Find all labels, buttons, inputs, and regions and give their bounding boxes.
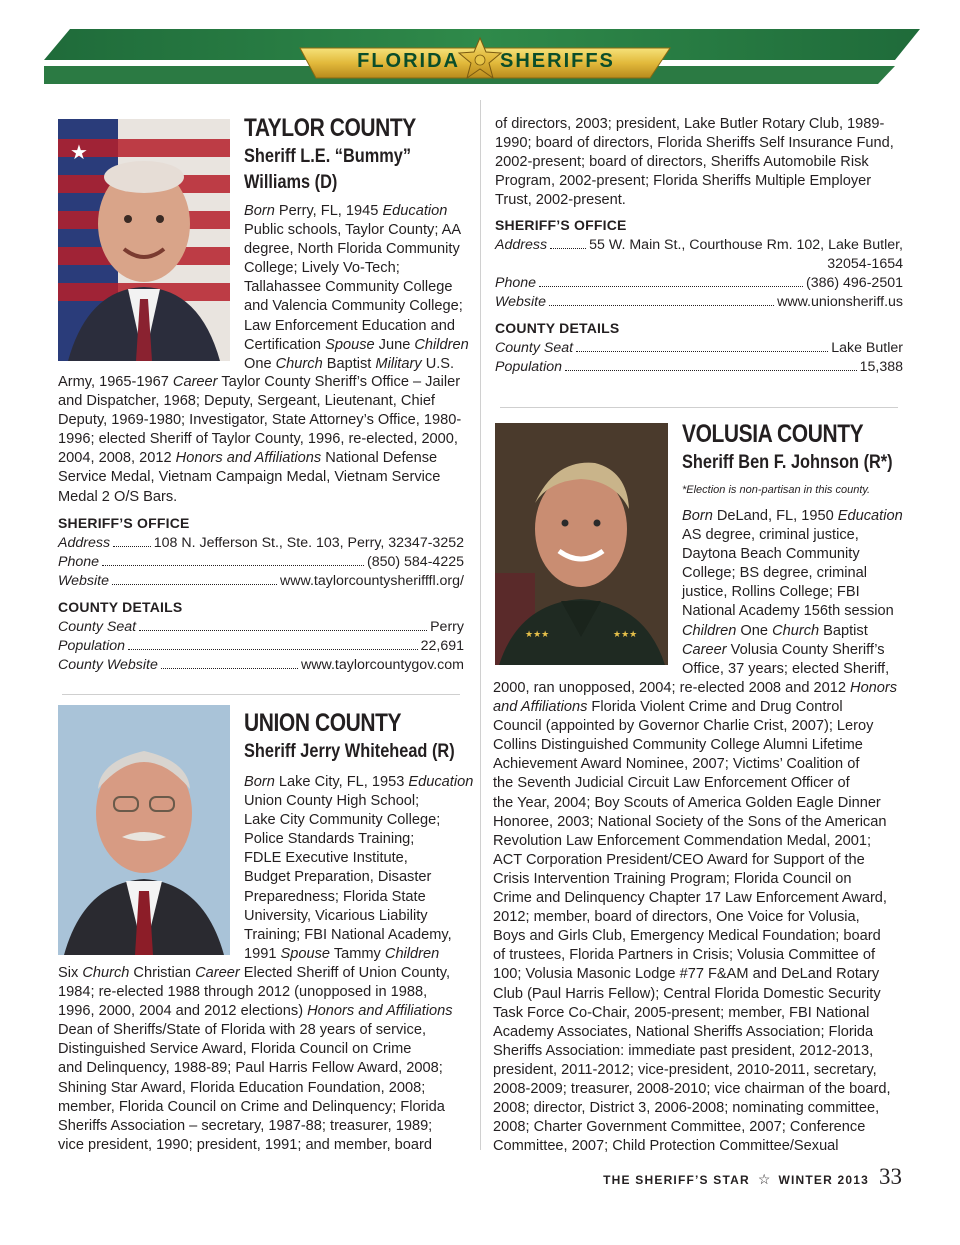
text-line: and Valencia Community College;: [244, 298, 463, 315]
leader-dots: [112, 573, 277, 585]
text-line: 1996, 2000, 2004 and 2012 elections) Honors and Affiliations: [58, 1003, 453, 1020]
text-line: Task Force Co-Chair, 2005-present; member, FBI National: [493, 1004, 870, 1021]
text-line: Tallahassee Community College: [244, 279, 453, 296]
taylor-bio: [244, 202, 469, 374]
seat-label: County Seat: [58, 619, 137, 635]
text-line: 1984; re-elected 1988 through 2012 (unopposed in 1988,: [58, 984, 428, 1001]
text-line: Office, 37 years; elected Sheriff,: [682, 660, 890, 677]
website-link[interactable]: www.unionsheriff.us: [777, 294, 903, 310]
leader-dots: [576, 340, 828, 352]
leader-dots: [550, 237, 586, 249]
text-line: Lake City Community College;: [244, 812, 441, 829]
text-line: member, Florida Council on Crime and Delinquency; Florida: [58, 1098, 445, 1115]
taylor-county-title: TAYLOR COUNTY: [244, 114, 416, 142]
text-line: Medal 2 O/S Bars.: [58, 488, 178, 505]
text-line: Revolution Law Enforcement Commendation Medal, 2001;: [493, 832, 872, 849]
text-line: Army, 1965-1967 Career Taylor County Sheriff’s Office – Jailer: [58, 374, 461, 390]
text-line: Daytona Beach Community: [682, 546, 860, 563]
text-line: Collins Distinguished Community College Alumni Lifetime: [493, 737, 863, 754]
leader-dots: [128, 638, 418, 650]
text-line: Council (appointed by Governor Charlie Crist, 2007); Leroy: [493, 718, 874, 735]
section-divider: [62, 694, 460, 695]
leader-dots: [161, 657, 298, 669]
text-line: 2008; director, District 3, 2006-2008; nominating committee,: [493, 1100, 880, 1117]
header-banner: [0, 0, 960, 100]
text-line: 2002-present; board of directors, Sheriffs Automobile Risk: [495, 154, 869, 171]
taylor-seat-row: [58, 618, 464, 637]
page-footer: [603, 1164, 902, 1190]
union-bio-right-column: [495, 115, 894, 210]
phone-label: Phone: [495, 275, 537, 291]
text-line: 1996; elected Sheriff of Taylor County, 1996, re-elected, 2000,: [58, 431, 458, 448]
phone-value: (850) 584-4225: [366, 554, 464, 570]
taylor-details-heading: COUNTY DETAILS: [58, 599, 183, 615]
union-sheriff-name: [244, 739, 455, 765]
address-value-2: 32054-1654: [827, 256, 903, 272]
text-line: College; Lively Vo-Tech;: [244, 260, 400, 277]
leader-dots: [565, 359, 857, 371]
text-line: and Affiliations Florida Violent Crime and Drug Control: [493, 699, 843, 716]
population-value: 15,388: [859, 359, 903, 375]
text-line: Six Church Christian Career Elected Sheriff of Union County,: [58, 965, 451, 981]
population-label: Population: [58, 638, 126, 654]
text-line: Boys and Girls Club, Emergency Medical Foundation; board: [493, 928, 881, 945]
text-line: Born DeLand, FL, 1950 Education: [682, 508, 903, 524]
text-line: ACT Corporation President/CEO Award for Support of the: [493, 851, 865, 868]
text-line: Achievement Award Nominee, 2007; Victims’ Coalition of: [493, 756, 860, 773]
address-label: Address: [495, 237, 548, 253]
text-line: Program, 2002-present; Florida Sheriffs Multiple Employer: [495, 173, 872, 190]
text-line: 2012; member, board of directors, One Voice for Volusia,: [493, 909, 860, 926]
text-line: Union County High School;: [244, 793, 420, 810]
text-line: College; BS degree, criminal: [682, 565, 867, 582]
text-line: Academy Associates, National Sheriffs Association; Florida: [493, 1023, 874, 1040]
text-line: Committee, 2007; Child Protection Committee/Sexual: [493, 1138, 839, 1155]
union-address-row-2: [495, 255, 903, 274]
volusia-sheriff-name: [682, 450, 893, 476]
website-link[interactable]: www.taylorcountysherifffl.org/: [280, 573, 464, 589]
text-line: Honoree, 2003; National Society of the Sons of the American: [493, 813, 887, 830]
text-line: the Seventh Judicial Circuit Law Enforcement Officer of: [493, 775, 850, 792]
text-line: degree, North Florida Community: [244, 241, 460, 258]
taylor-population-row: [58, 637, 464, 656]
text-line: the Year, 2004; Boy Scouts of America Golden Eagle Dinner: [493, 794, 881, 811]
text-line: 2004, 2008, 2012 Honors and Affiliations National Defense: [58, 450, 438, 467]
taylor-bio-continued: [58, 373, 461, 507]
svg-text:★: ★: [70, 142, 88, 164]
sheriff-name-line: Sheriff Jerry Whitehead (R): [244, 741, 455, 762]
text-line: Certification Spouse June Children: [244, 336, 469, 353]
text-line: Children One Church Baptist: [682, 622, 868, 639]
taylor-office-heading: SHERIFF’S OFFICE: [58, 515, 190, 531]
text-line: AS degree, criminal justice,: [682, 527, 859, 544]
taylor-phone-row: [58, 553, 464, 572]
text-line: National Academy 156th session: [682, 603, 894, 620]
sheriff-name-line: Williams (D): [244, 172, 338, 193]
population-label: Population: [495, 359, 563, 375]
text-line: Dean of Sheriffs/State of Florida with 28 years of service,: [58, 1022, 426, 1039]
text-line: 1990; board of directors, Florida Sheriffs Self Insurance Fund,: [495, 135, 894, 152]
text-line: Law Enforcement Education and: [244, 317, 455, 334]
sheriff-name-line: Sheriff L.E. “Bummy”: [244, 146, 412, 167]
text-line: Public schools, Taylor County; AA: [244, 222, 462, 239]
text-line: Budget Preparation, Disaster: [244, 869, 432, 886]
county-website-label: County Website: [58, 657, 158, 673]
text-line: Shining Star Award, Florida Education Foundation, 2008;: [58, 1079, 426, 1096]
text-line: 2008; Charter Government Committee, 2007; Conference: [493, 1119, 866, 1136]
text-line: Born Lake City, FL, 1953 Education: [244, 774, 474, 790]
union-bio-continued: [58, 964, 453, 1155]
text-line: justice, Rollins College; FBI: [682, 584, 860, 601]
text-line: Club (Paul Harris Fellow); Central Florida Domestic Security: [493, 985, 881, 1002]
text-line: FDLE Executive Institute,: [244, 850, 408, 867]
union-office-heading: SHERIFF’S OFFICE: [495, 217, 627, 233]
volusia-election-note: *Election is non-partisan in this county.: [682, 484, 871, 496]
banner-graphic: [0, 0, 960, 100]
text-line: Career Volusia County Sheriff’s: [682, 641, 885, 658]
union-seat-row: [495, 339, 903, 358]
text-line: president, 2011-2012; vice-president, 2010-2011, secretary,: [493, 1061, 877, 1078]
text-line: Trust, 2002-present.: [495, 192, 626, 209]
text-line: Police Standards Training;: [244, 831, 415, 848]
section-divider: [500, 407, 898, 408]
website-label: Website: [495, 294, 546, 310]
seat-value: Perry: [430, 619, 464, 635]
text-line: Service Medal, Vietnam Campaign Medal, Vietnam Service: [58, 469, 441, 486]
leader-dots: [102, 554, 364, 566]
address-label: Address: [58, 535, 111, 551]
union-county-title: UNION COUNTY: [244, 709, 402, 737]
text-line: One Church Baptist Military U.S.: [244, 355, 455, 372]
text-line: of trustees, Florida Partners in Crisis; Volusia Committee of: [493, 947, 876, 964]
seat-value: Lake Butler: [831, 340, 903, 356]
text-line: Sheriffs Association – secretary, 1987-88; treasurer, 1989;: [58, 1117, 433, 1134]
text-line: Deputy, 1969-1980; Investigator, State Attorney’s Office, 1980-: [58, 412, 462, 429]
union-website-row: [495, 293, 903, 312]
text-line: Crisis Intervention Training Program; Florida Council on: [493, 870, 852, 887]
taylor-county-website-row: [58, 656, 464, 675]
sheriff-name-line: Sheriff Ben F. Johnson (R*): [682, 452, 893, 473]
county-website-link[interactable]: www.taylorcountygov.com: [301, 657, 464, 673]
text-line: Preparedness; Florida State: [244, 888, 426, 905]
banner-sheriffs: SHERIFFS: [500, 50, 615, 72]
text-line: University, Vicarious Liability: [244, 907, 428, 924]
banner-florida: FLORIDA: [357, 50, 460, 72]
phone-value: (386) 496-2501: [805, 275, 903, 291]
union-phone-row: [495, 274, 903, 293]
taylor-sheriff-name: [244, 144, 411, 196]
text-line: 100; Volusia Masonic Lodge #77 F&AM and DeLand Rotary: [493, 966, 880, 983]
taylor-website-row: [58, 572, 464, 591]
text-line: vice president, 1990; president, 1991; and member, board: [58, 1136, 433, 1153]
taylor-address-row: [58, 534, 464, 553]
taylor-sheriff-photo: [58, 119, 230, 361]
address-value: 108 N. Jefferson St., Ste. 103, Perry, 32347-3252: [153, 535, 464, 551]
volusia-bio-continued: [493, 679, 897, 1156]
volusia-sheriff-photo: [495, 423, 668, 665]
phone-label: Phone: [58, 554, 100, 570]
seat-label: County Seat: [495, 340, 574, 356]
volusia-bio: [682, 507, 903, 679]
leader-dots: [113, 535, 151, 547]
website-label: Website: [58, 573, 109, 589]
text-line: 2008-2009; treasurer, 2008-2010; vice chairman of the board,: [493, 1080, 891, 1097]
issue-season: WINTER 2013: [778, 1173, 869, 1187]
volusia-county-title: VOLUSIA COUNTY: [682, 420, 864, 448]
text-line: Training; FBI National Academy,: [244, 926, 452, 943]
text-line: Born Perry, FL, 1945 Education: [244, 203, 448, 219]
union-bio: [244, 773, 473, 964]
text-line: 1991 Spouse Tammy Children: [244, 945, 440, 962]
leader-dots: [539, 275, 803, 287]
text-line: 2000, ran unopposed, 2004; re-elected 2008 and 2012 Honors: [493, 680, 898, 696]
svg-text:★★★: ★★★: [525, 629, 550, 639]
svg-text:★★★: ★★★: [613, 629, 638, 639]
text-line: and Delinquency, 1988-89; Paul Harris Fellow Award, 2008;: [58, 1060, 443, 1077]
union-sheriff-photo: [58, 705, 230, 955]
column-divider: [480, 100, 481, 1150]
union-population-row: [495, 358, 903, 377]
address-value: 55 W. Main St., Courthouse Rm. 102, Lake Butler,: [589, 237, 903, 253]
page-number: 33: [879, 1164, 902, 1189]
text-line: Distinguished Service Award, Florida Council on Crime: [58, 1041, 412, 1058]
magazine-name: THE SHERIFF’S STAR: [603, 1173, 750, 1187]
union-details-heading: COUNTY DETAILS: [495, 320, 620, 336]
text-line: and Dispatcher, 1968; Deputy, Sergeant, Lieutenant, Chief: [58, 393, 435, 410]
union-address-row: [495, 236, 903, 255]
text-line: of directors, 2003; president, Lake Butler Rotary Club, 1989-: [495, 116, 885, 132]
text-line: Crime and Delinquency Chapter 17 Law Enforcement Award,: [493, 890, 887, 907]
text-line: Sheriffs Association: immediate past president, 2012-2013,: [493, 1042, 874, 1059]
population-value: 22,691: [420, 638, 464, 654]
star-icon: ☆: [757, 1171, 771, 1187]
leader-dots: [549, 294, 774, 306]
leader-dots: [139, 619, 427, 631]
